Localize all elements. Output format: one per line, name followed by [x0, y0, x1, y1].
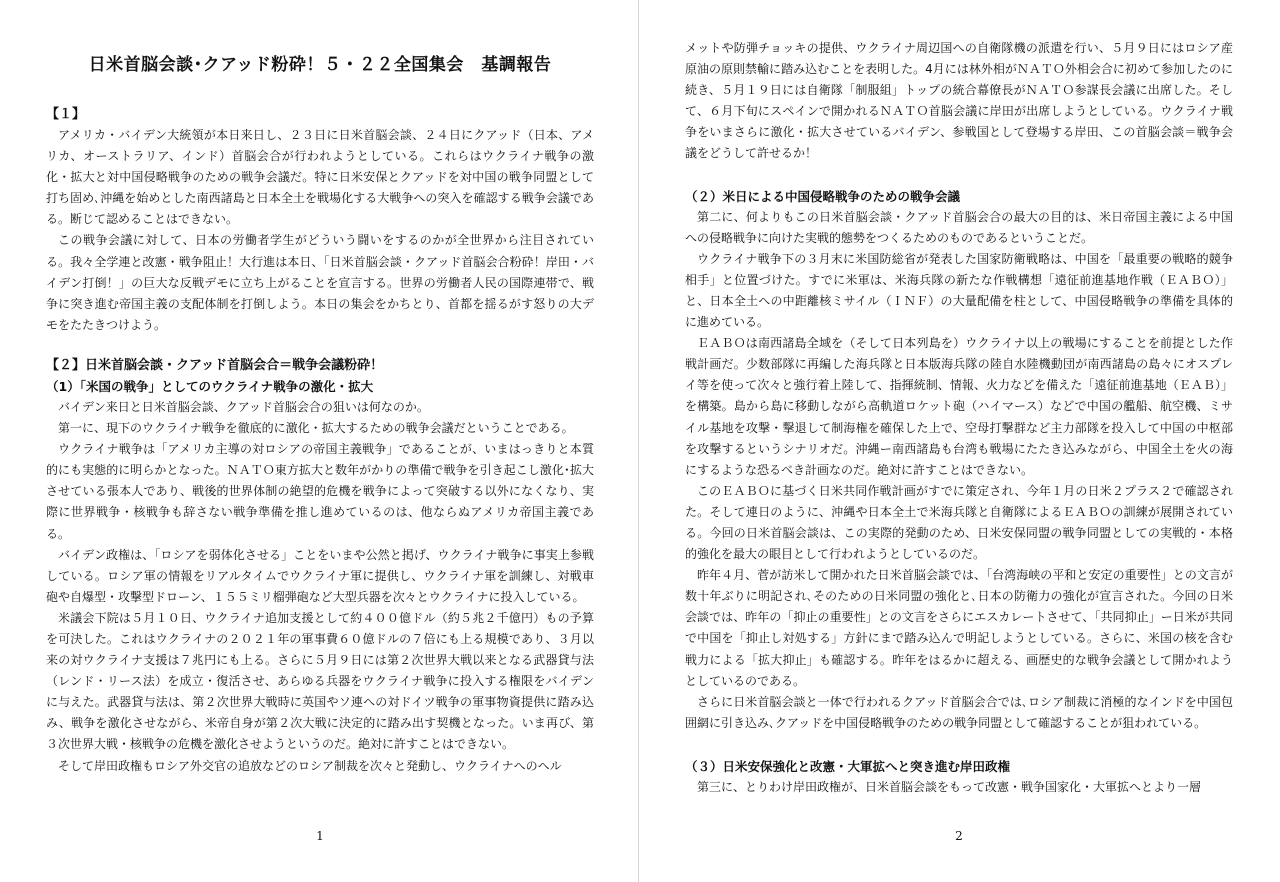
paragraph: 第二に、何よりもこの日米首脳会談・クアッド首脳会合の最大の目的は、米日帝国主義による中国への侵略戦争に向けた実戦的態勢をつくるためのものであるということだ。 [685, 209, 1233, 245]
paragraph: バイデン政権は、「ロシアを弱体化させる」ことをいまや公然と掲げ、ウクライナ戦争に事実上参戦している。ロシア軍の情報をリアルタイムでウクライナ軍に提供し、ウクライナ軍を訓練し、対戦車砲や自爆型・攻撃型ドローン、１５５ミリ榴弾砲など大型兵器を次々とウクライナに投入している。 [46, 547, 594, 604]
paragraph: この戦争会議に対して、日本の労働者学生がどういう闘いをするのかが全世界から注目されている。我々全学連と改憲・戦争阻止！大行進は本日、「日米首脳会談・クアッド首脳会合粉砕！岸田・バイデン打倒！」の巨大な反戦デモに立ち上がることを宣言する。世界の労働者人民の国際連帯で、戦争に突き進む帝国主義の支配体制を打倒しよう。本日の集会をかちとり、首都を揺るがす怒りの大デモをたたきつけよう。 [46, 233, 594, 332]
page-2-body [685, 38, 1233, 798]
paragraph: 米議会下院は５月１０日、ウクライナ追加支援として約４００億ドル（約５兆２千億円）もの予算を可決した。これはウクライナの２０２１年の軍事費６０億ドルの７倍にも上る規模であり、３月以来の対ウクライナ支援は７兆円にも上る。さらに５月９日には第２次世界大戦以来となる武器貸与法（レンド・リース法）を成立・復活させ、あらゆる兵器をウクライナ戦争に投入する権限をバイデンに与えた。武器貸与法は、第２次世界大戦時に英国やソ連への対ドイツ戦争の軍事物資提供に踏み込み、戦争を激化させながら、米帝自身が第２次大戦に決定的に踏み出す契機となった。いま再び、第３次世界大戦・核戦争の危機を激化させようというのだ。絶対に許すことはできない。 [46, 610, 594, 752]
paragraph: メットや防弾チョッキの提供、ウクライナ周辺国への自衛隊機の派遣を行い、５月９日にはロシア産原油の原則禁輸に踏み込むことを表明した。4月には林外相がＮＡＴＯ外相会合に初めて参加したのに続き、５月１９日には自衛隊「制服組」トップの統合幕僚長がＮＡＴＯ参謀長会議に出席した。そして、６月下旬にスペインで開かれるＮＡＴＯ首脳会議に岸田が出席しようとしている。ウクライナ戦争をいまさらに激化・拡大させているバイデン、参戦国として登場する岸田、この首脳会談＝戦争会議をどうして許せるか！ [685, 41, 1233, 161]
section-2-heading: 【２】日米首脳会談・クアッド首脳会合＝戦争会議粉砕！ [46, 357, 384, 373]
paragraph: 第三に、とりわけ岸田政権が、日米首脳会談をもって改憲・戦争国家化・大軍拡へとより一層 [697, 779, 1202, 794]
paragraph: そして岸田政権もロシア外交官の追放などのロシア制裁を次々と発動し、ウクライナへのヘル [58, 758, 562, 773]
page-1 [46, 0, 594, 882]
page-2 [685, 0, 1233, 882]
paragraph: ウクライナ戦争下の３月末に米国防総省が発表した国家防衛戦略は、中国を「最重要の戦略的競争相手」と位置づけた。すでに米軍は、米海兵隊の新たな作戦構想「遠征前進基地作戦（ＥＡＢＯ）」と、日本全土への中距離核ミサイル（ＩＮＦ）の大量配備を柱として、中国侵略戦争の準備を具体的に進めている。 [685, 251, 1233, 330]
paragraph: 昨年４月、菅が訪米して開かれた日米首脳会談では、「台湾海峡の平和と安定の重要性」との文言が数十年ぶりに明記され､そのための日米同盟の強化と､日本の防衛力の強化が宣言された。今回の日米会談では、昨年の「抑止の重要性」との文言をさらにエスカレートさせて、「共同抑止」ー日米が共同で中国を「抑止し対処する」方針にまで踏み込んで明記しようとしている。さらに、米国の核を含む戦力による「拡大抑止」も確認する。昨年をはるかに超える、画歴史的な戦争会議として開かれようとしているのである。 [685, 568, 1233, 688]
paragraph: このＥＡＢＯに基づく日米共同作戦計画がすでに策定され、今年１月の日米２プラス２で確認された。そして連日のように、沖縄や日本全土で米海兵隊と自衛隊によるＥＡＢＯの訓練が展開されている。今回の日米首脳会談は、この実際的発動のため、日米安保同盟の戦争同盟としての実戦的・本格的強化を最大の眼目として行われようとしているのだ。 [685, 483, 1233, 562]
paragraph: さらに日米首脳会談と一体で行われるクアッド首脳会合では､ロシア制裁に消極的なインドを中国包囲網に引き込み､クアッドを中国侵略戦争のための戦争同盟として確認することが狙われている。 [685, 694, 1233, 730]
page-number: 2 [955, 829, 963, 843]
document-title: 日米首脳会談･クアッド粉砕！５・２２全国集会 基調報告 [88, 55, 552, 75]
subsection-3-heading: （３）日米安保強化と改憲・大軍拡へと突き進む岸田政権 [685, 758, 1011, 774]
paragraph: ＥＡＢＯは南西諸島全域を（そして日本列島を）ウクライナ以上の戦場にすることを前提とした作戦計画だ。少数部隊に再編した海兵隊と日本版海兵隊の陸自水陸機動団が南西諸島の島々にオスプレイ等を使って次々と強行着上陸して、指揮統制、情報、火力などを備えた「遠征前進基地（ＥＡＢ）」を構築。島から島に移動しながら高軌道ロケット砲（ハイマース）などで中国の艦船、航空機、ミサイル基地を攻撃・撃退して制海権を確保した上で、空母打撃群など主力部隊を投入して中国の中枢部を攻撃するというシナリオだ。沖縄ー南西諸島も台湾も戦場にたたき込みながら、中国全土を火の海にするような恐るべき計画なのだ。絶対に許すことはできない。 [685, 336, 1233, 477]
section-1-heading: 【１】 [46, 107, 86, 122]
page-divider [638, 0, 639, 882]
subsection-1-heading: （1）「米国の戦争」としてのウクライナ戦争の激化・拡大 [46, 378, 374, 394]
paragraph: 第一に、現下のウクライナ戦争を徹底的に激化・拡大するための戦争会議だということである。 [58, 421, 574, 436]
paragraph: ウクライナ戦争は「アメリカ主導の対ロシアの帝国主義戦争」であることが、いまはっきりと本質的にも実態的に明らかとなった。ＮＡＴＯ東方拡大と数年がかりの準備で戦争を引き起こし激化･拡大させている張本人であり、戦後的世界体制の絶望的危機を戦争によって突破する以外になくなり、実際に世界戦争・核戦争も辞さない戦争準備を推し進めているのは、他ならぬアメリカ帝国主義である。 [46, 442, 594, 541]
subsection-2-heading: （２）米日による中国侵略戦争のための戦争会議 [685, 188, 961, 204]
paragraph: アメリカ・バイデン大統領が本日来日し、２３日に日米首脳会談、２４日にクアッド（日本、アメリカ、オーストラリア、インド）首脳会合が行われようとしている。これらはウクライナ戦争の激化・拡大と対中国侵略戦争のための戦争会議だ。特に日米安保とクアッドを対中国の戦争同盟として打ち固め､沖縄を始めとした南西諸島と日本全土を戦場化する大戦争への突入を確認する戦争会議である。断じて認めることはできない。 [46, 128, 594, 227]
page-1-body [46, 104, 594, 777]
paragraph: バイデン来日と日米首脳会談、クアッド首脳会合の狙いは何なのか。 [58, 399, 429, 414]
page-number: 1 [316, 829, 324, 843]
